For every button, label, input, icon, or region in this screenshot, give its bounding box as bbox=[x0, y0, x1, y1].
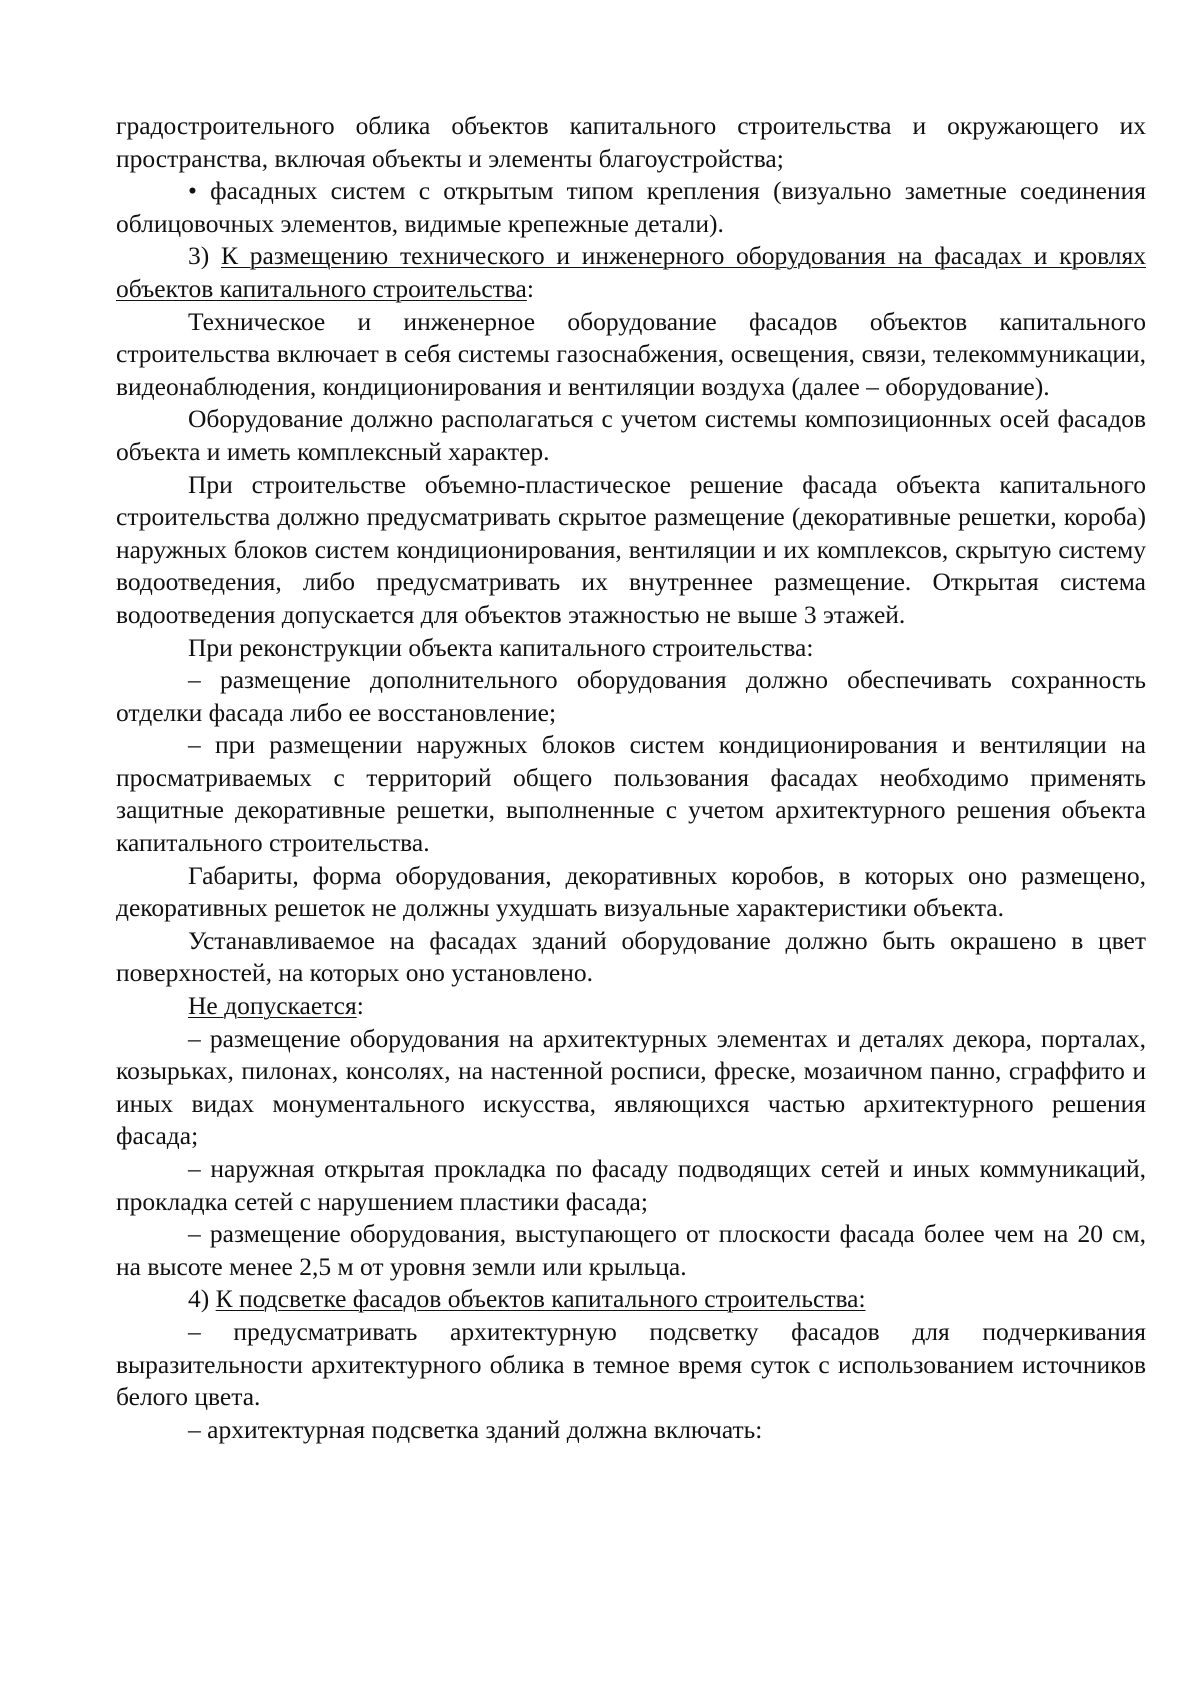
text-segment: При реконструкции объекта капитального строительства: bbox=[188, 632, 814, 662]
paragraph bbox=[116, 110, 1146, 175]
paragraph bbox=[116, 632, 1146, 665]
paragraph bbox=[116, 1153, 1146, 1218]
document-page bbox=[116, 110, 1146, 1446]
text-segment: Устанавливаемое на фасадах зданий оборудование должно быть окрашено в цвет поверхностей, на которых оно установлено. bbox=[116, 925, 1146, 988]
paragraph bbox=[116, 1316, 1146, 1414]
paragraph bbox=[116, 240, 1146, 305]
paragraph bbox=[116, 860, 1146, 925]
text-segment: 4) bbox=[188, 1284, 216, 1314]
text-segment: При строительстве объемно-пластическое решение фасада объекта капитального строительства должно предусматривать скрытое размещение (декоративные решетки, короба) наружных блоков систем кондиционирования, вентиляции и их комплексов, скрытую систему водоотведения, либо предусматривать их внутреннее размещение. Открытая система водоотведения допускается для объектов этажностью не выше 3 этажей. bbox=[116, 469, 1146, 629]
text-segment: Оборудование должно располагаться с учетом системы композиционных осей фасадов объекта и иметь комплексный характер. bbox=[116, 404, 1146, 466]
text-segment: – при размещении наружных блоков систем кондиционирования и вентиляции на просматриваемых с территорий общего пользования фасадах необходимо применять защитные декоративные решетки, выполненные с учетом архитектурного решения объекта капитального строительства. bbox=[116, 730, 1146, 858]
text-segment: градостроительного облика объектов капитального строительства и окружающего их пространства, включая объекты и элементы благоустройства; bbox=[116, 111, 1146, 173]
paragraph bbox=[116, 175, 1146, 240]
underlined-text: Не допускается bbox=[188, 991, 357, 1021]
text-segment: – архитектурная подсветка зданий должна включать: bbox=[188, 1414, 763, 1444]
paragraph bbox=[116, 306, 1146, 404]
paragraph bbox=[116, 729, 1146, 859]
paragraph bbox=[116, 1218, 1146, 1283]
text-segment: Техническое и инженерное оборудование фасадов объектов капитального строительства включает в себя системы газоснабжения, освещения, связи, телекоммуникации, видеонаблюдения, кондиционирования и вентиляции воздуха (далее – оборудование). bbox=[116, 306, 1146, 401]
paragraph bbox=[116, 403, 1146, 468]
paragraph bbox=[116, 664, 1146, 729]
text-segment: – размещение оборудования на архитектурных элементах и деталях декора, порталах, козырьках, пилонах, консолях, на настенной росписи, фреске, мозаичном панно, сграффито и иных видах монументального искусства, являющихся частью архитектурного решения фасада; bbox=[116, 1023, 1146, 1151]
paragraph bbox=[116, 1414, 1146, 1447]
text-segment: : bbox=[356, 991, 364, 1021]
text-segment: – предусматривать архитектурную подсветку фасадов для подчеркивания выразительности архитектурного облика в темное время суток с использованием источников белого цвета. bbox=[116, 1316, 1146, 1412]
underlined-text: К размещению технического и инженерного оборудования на фасадах и кровлях объектов капитального строительства bbox=[116, 241, 1146, 303]
underlined-text: К подсветке фасадов объектов капитального строительства: bbox=[215, 1284, 866, 1314]
text-segment: • фасадных систем с открытым типом крепления (визуально заметные соединения облицовочных элементов, видимые крепежные детали). bbox=[116, 176, 1146, 238]
text-segment: – размещение дополнительного оборудования должно обеспечивать сохранность отделки фасада либо ее восстановление; bbox=[116, 665, 1146, 727]
paragraph bbox=[116, 925, 1146, 990]
text-segment: Габариты, форма оборудования, декоративных коробов, в которых оно размещено, декоративных решеток не должны ухудшать визуальные характеристики объекта. bbox=[116, 860, 1146, 923]
paragraph bbox=[116, 1023, 1146, 1153]
text-segment: : bbox=[526, 273, 534, 303]
text-segment: – наружная открытая прокладка по фасаду подводящих сетей и иных коммуникаций, прокладка сетей с нарушением пластики фасада; bbox=[116, 1154, 1146, 1216]
paragraph bbox=[116, 1283, 1146, 1316]
text-segment: 3) bbox=[188, 241, 221, 271]
paragraph bbox=[116, 469, 1146, 632]
text-segment: – размещение оборудования, выступающего от плоскости фасада более чем на 20 см, на высоте менее 2,5 м от уровня земли или крыльца. bbox=[116, 1219, 1146, 1281]
paragraph bbox=[116, 990, 1146, 1023]
